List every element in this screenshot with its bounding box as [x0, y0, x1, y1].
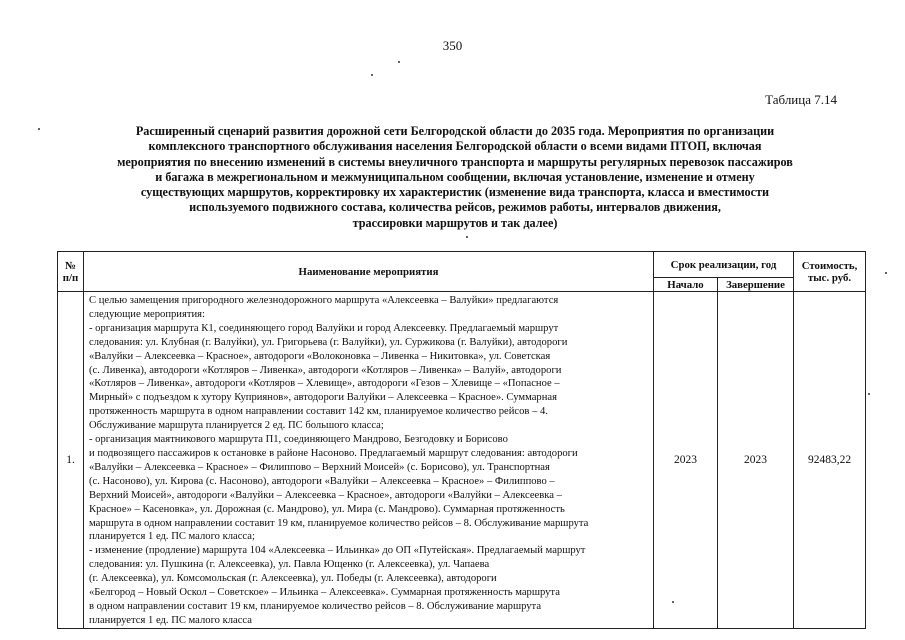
header-num	[58, 252, 84, 292]
description-line: в одном направлении составит 19 км, планируемое количество рейсов – 8. Обслуживание маршрута	[89, 600, 542, 612]
header-start: Начало	[654, 278, 718, 292]
row-description	[84, 292, 654, 629]
description-line: Мирный» с подъездом к хутору Куприянов», автодороги Валуйки – Алексеевка – Красное». Суммарная	[89, 392, 557, 404]
table-label: Таблица 7.14	[765, 92, 837, 107]
title-line: мероприятия по внесению изменений в системы внеуличного транспорта и маршруты регулярных перевозок пассажиров	[117, 154, 793, 169]
description-line: следования: ул. Пушкина (г. Алексеевка), ул. Павла Ющенко (г. Алексеевка), ул. Чапаева	[89, 559, 490, 571]
scan-speck	[466, 236, 468, 238]
scan-speck	[398, 61, 400, 63]
header-end: Завершение	[718, 278, 794, 292]
description-line: - изменение (продление) маршрута 104 «Алексеевка – Ильинка» до ОП «Путейская». Предлагаемый маршрут	[89, 545, 586, 557]
header-name: Наименование мероприятия	[84, 252, 654, 292]
title-line: Расширенный сценарий развития дорожной сети Белгородской области до 2035 года. Мероприятия по организации	[135, 124, 775, 138]
description-line: Красное» – Касеновка», ул. Дорожная (с. Мандрово), ул. Мира (с. Мандрово). Суммарная протяженность	[89, 503, 565, 515]
title-line: существующих маршрутов, корректировку их характеристик (изменение вида транспорта, класса и вместимости	[140, 185, 770, 200]
title-line: комплексного транспортного обслуживания населения Белгородской области о всеми видами ПТОП, включая	[148, 139, 762, 154]
description-line: (с. Насоново), ул. Кирова (с. Насоново), автодороги «Валуйки – Алексеевка – Красное» – Филиппово –	[89, 475, 555, 487]
description-line: и подвозящего пассажиров к остановке в районе Насоново. Предлагаемый маршрут следования: автодороги	[89, 447, 578, 459]
description-line: «Белгород – Новый Оскол – Советское» – Ильинка – Алексеевка». Суммарная протяженность маршрута	[89, 587, 560, 599]
description-line: Верхний Моисей», автодороги «Валуйки – Алексеевка – Красное», автодороги «Валуйки – Алексеевка –	[89, 489, 562, 501]
description-line: Обслуживание маршрута планируется 2 ед. ПС большого класса;	[89, 420, 384, 432]
description-line: «Валуйки – Алексеевка – Красное» – Филиппово – Верхний Моисей» (с. Борисово), ул. Транспортная	[89, 461, 550, 473]
header-cost-line1: Стоимость,	[801, 259, 858, 272]
table-row	[58, 292, 866, 629]
description-line: - организация маршрута К1, соединяющего город Валуйки и город Алексеевку. Предлагаемый маршрут	[89, 322, 559, 334]
description-line: протяженность маршрута в одном направлении составит 142 км, планируемое количество рейсов – 4.	[89, 406, 548, 418]
description-line: планируется 1 ед. ПС малого класса	[89, 614, 252, 626]
title-line: и багажа в межрегиональном и межмуниципальном сообщении, включая установление, изменение и отмену	[155, 169, 755, 184]
title-line: используемого подвижного состава, количества рейсов, режимов работы, интервалов движения,	[189, 200, 721, 215]
row-number: 1.	[58, 292, 84, 629]
row-cost: 92483,22	[794, 292, 866, 629]
scan-speck	[885, 272, 887, 274]
header-num-line1: №	[65, 259, 76, 272]
title-line: трассировки маршрутов и так далее)	[352, 215, 558, 230]
scan-speck	[371, 74, 373, 76]
scan-speck	[672, 601, 674, 603]
description-line: - организация маятникового маршрута П1, соединяющего Мандрово, Безгодовку и Борисово	[89, 434, 508, 446]
header-cost-line2: тыс. руб.	[807, 271, 852, 284]
page-number: 350	[442, 38, 463, 53]
header-num-line2: п/п	[62, 271, 79, 284]
description-line: (г. Алексеевка), ул. Комсомольская (г. Алексеевка), ул. Победы (г. Алексеевка), автодороги	[89, 573, 497, 585]
description-line: маршрута в одном направлении составит 19 км, планируемое количество рейсов – 8. Обслуживание маршрута	[89, 517, 589, 529]
measures-table	[57, 251, 866, 629]
scan-speck	[868, 393, 870, 395]
description-line: следующие мероприятия:	[89, 308, 205, 320]
row-start-year: 2023	[654, 292, 718, 629]
description-line: «Котляров – Ливенка», автодороги «Котляров – Хлевище», автодороги «Гезов – Хлевище – «Попасное –	[89, 378, 560, 390]
description-line: следования: ул. Клубная (г. Валуйки), ул. Григорьева (г. Валуйки), ул. Суржикова (г. Валуйки), автодороги	[89, 336, 568, 348]
header-period: Срок реализации, год	[654, 252, 794, 278]
document-title	[50, 124, 860, 231]
description-line: С целью замещения пригородного железнодорожного маршрута «Алексеевка – Валуйки» предлагаются	[89, 295, 559, 306]
description-line: «Валуйки – Алексеевка – Красное», автодороги «Волоконовка – Ливенка – Никитовка», ул. Советская	[89, 350, 551, 362]
row-end-year: 2023	[718, 292, 794, 629]
description-line: (с. Ливенка), автодороги «Котляров – Ливенка», автодороги «Котляров – Ливенка» – Валуй», автодороги	[89, 364, 562, 376]
header-cost	[794, 252, 866, 292]
description-line: планируется 1 ед. ПС малого класса;	[89, 531, 255, 543]
scan-speck	[38, 128, 40, 130]
